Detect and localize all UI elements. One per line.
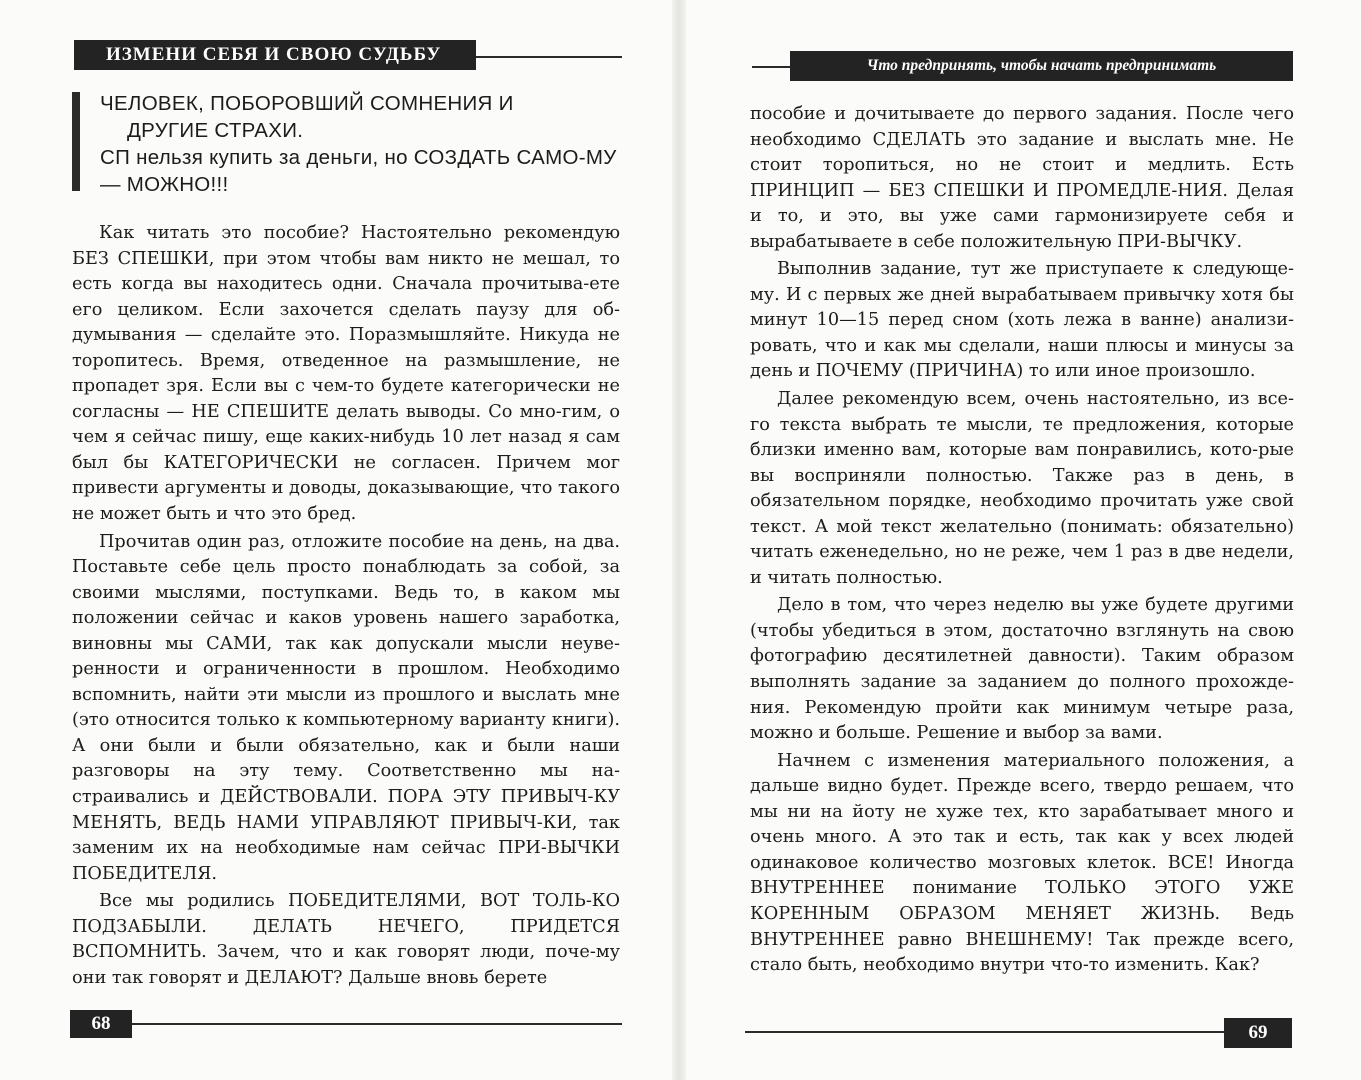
left-footer-rule <box>132 1023 622 1025</box>
right-continuation-paragraph: пособие и дочитываете до первого задания. После чего необходимо СДЕЛАТЬ это задание и выслать мне. Не стоит торопиться, но не стоит и медлить. Есть ПРИНЦИП — БЕЗ СПЕШКИ И ПРОМЕДЛЕ-НИЯ. Делая и то, и это, вы уже сами гармонизируете себя и вырабатываете в себе положительную ПРИ-ВЫЧКУ. <box>750 104 1294 252</box>
right-page-body <box>750 102 1294 981</box>
right-paragraph-3: Дело в том, что через неделю вы уже будете другими (чтобы убедиться в этом, достаточно взглянуть на свою фотографию десятилетней давности). Таким образом выполнять задание за заданием до полного прохожде-ния. Рекомендую пройти как минимум четыре раза, можно и больше. Решение и выбор за вами. <box>750 595 1294 744</box>
emphasis-line-2: ДРУГИЕ СТРАХИ. <box>127 119 304 142</box>
left-paragraph-1: Как читать это пособие? Настоятельно рекомендую БЕЗ СПЕШКИ, при этом чтобы вам никто не мешал, то есть когда вы находитесь одни. Сначала прочитыва-ете его целиком. Если захочется сделать паузу для об-думывания — сделайте это. Поразмышляйте. Никуда не торопитесь. Время, отведенное на размышление, не пропадет зря. Если вы с чем-то будете категорически не согласны — НЕ СПЕШИТЕ делать выводы. Со мно-гим, о чем я сейчас пишу, еще каких-нибудь 10 лет назад я сам был бы КАТЕГОРИЧЕСКИ не согласен. Причем мог привести аргументы и доводы, доказывающие, что такого не может быть и что это бред. <box>72 223 620 525</box>
emphasis-bar <box>72 92 80 191</box>
emphasis-block <box>100 90 622 198</box>
left-page-number: 68 <box>70 1010 132 1038</box>
right-page-number: 69 <box>1224 1018 1292 1048</box>
left-paragraph-3: Все мы родились ПОБЕДИТЕЛЯМИ, ВОТ ТОЛЬ-КО ПОДЗАБЫЛИ. ДЕЛАТЬ НЕЧЕГО, ПРИДЕТСЯ ВСПОМНИТЬ. Зачем, что и как говорят люди, поче-му они так говорят и ДЕЛАЮТ? Дальше вновь берете <box>72 891 620 988</box>
left-running-header: ИЗМЕНИ СЕБЯ И СВОЮ СУДЬБУ <box>74 40 476 70</box>
emphasis-line-1: ЧЕЛОВЕК, ПОБОРОВШИЙ СОМНЕНИЯ И <box>100 92 514 115</box>
emphasis-line-3: СП нельзя купить за деньги, но СОЗДАТЬ САМО-МУ — МОЖНО!!! <box>100 146 617 196</box>
right-running-header: Что предпринять, чтобы начать предпринимать <box>790 51 1293 81</box>
book-gutter <box>672 0 686 1080</box>
right-header-rule <box>752 66 790 68</box>
right-paragraph-1: Выполнив задание, тут же приступаете к следующе-му. И с первых же дней вырабатываем привычку хотя бы минут 10—15 перед сном (хоть лежа в ванне) анализи-ровать, что и как мы сделали, наши плюсы и минусы за день и ПОЧЕМУ (ПРИЧИНА) то или иное произошло. <box>750 259 1294 382</box>
right-footer-rule <box>745 1031 1224 1033</box>
right-paragraph-4: Начнем с изменения материального положения, а дальше видно будет. Прежде всего, твердо решаем, что мы ни на йоту не хуже тех, кто зарабатывает много и очень много. А это так и есть, так как у всех людей одинаковое количество мозговых клеток. ВСЕ! Иногда ВНУТРЕННЕЕ понимание ТОЛЬКО ЭТОГО УЖЕ КОРЕННЫМ ОБРАЗОМ МЕНЯЕТ ЖИЗНЬ. Ведь ВНУТРЕННЕЕ равно ВНЕШНЕМУ! Так прежде всего, стало быть, необходимо внутри что-то изменить. Как? <box>750 750 1294 976</box>
left-header-rule <box>476 56 622 58</box>
left-page-body <box>72 221 620 993</box>
left-paragraph-2: Прочитав один раз, отложите пособие на день, на два. Поставьте себе цель просто понаблюдать за собой, за своими мыслями, поступками. Ведь то, в каком мы положении сейчас и каков уровень нашего заработка, виновны мы САМИ, так как допускали мысли неуве-ренности и ограниченности в прошлом. Необходимо вспомнить, найти эти мысли из прошлого и выслать мне (это относится только к компьютерному варианту книги). А они были и были обязательно, как и были наши разговоры на эту тему. Соответственно мы на-страивались и ДЕЙСТВОВАЛИ. ПОРА ЭТУ ПРИВЫЧ-КУ МЕНЯТЬ, ВЕДЬ НАМИ УПРАВЛЯЮТ ПРИВЫЧ-КИ, так заменим их на необходимые нам сейчас ПРИ-ВЫЧКИ ПОБЕДИТЕЛЯ. <box>72 531 620 884</box>
right-paragraph-2: Далее рекомендую всем, очень настоятельно, из все-го текста выбрать те мысли, те предложения, которые близки именно вам, которые вам понравились, кото-рые вы восприняли полностью. Также раз в день, в обязательном порядке, необходимо прочитать уже свой текст. А мой текст желательно (понимать: обязательно) читать еженедельно, но не реже, чем 1 раз в две недели, и читать полностью. <box>750 389 1294 588</box>
